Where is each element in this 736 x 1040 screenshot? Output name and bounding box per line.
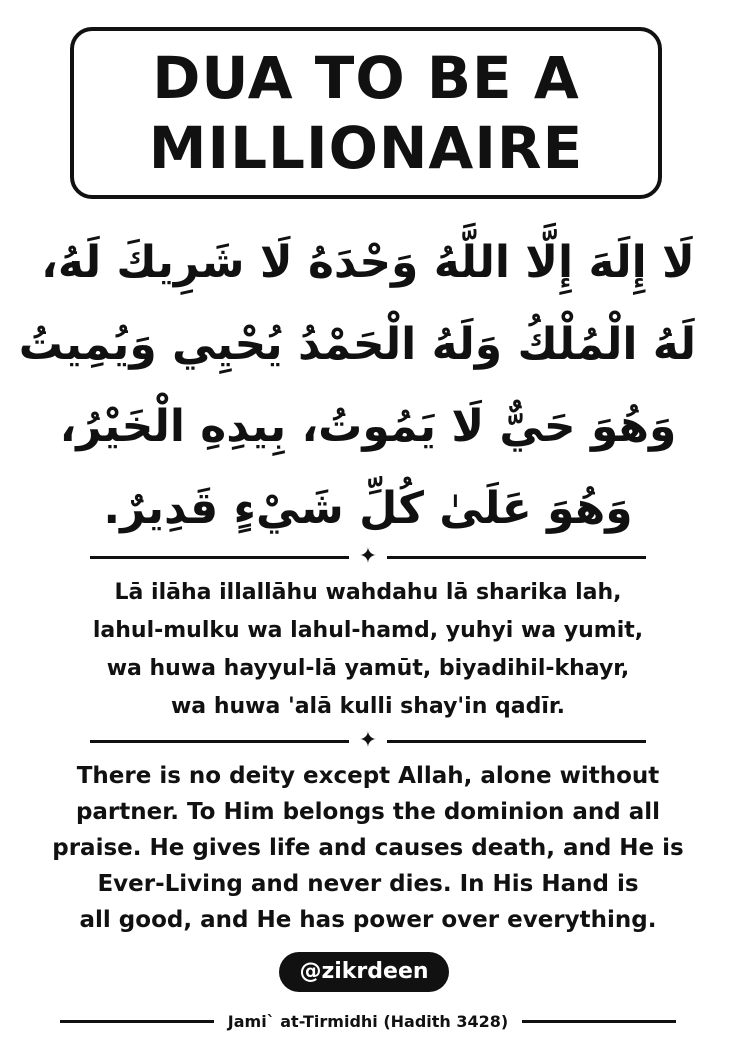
transliteration-line-2: lahul-mulku wa lahul-hamd, yuhyi wa yumit, bbox=[92, 618, 644, 643]
divider-top bbox=[90, 545, 646, 569]
title-line-1: DUA TO BE A bbox=[152, 44, 580, 112]
footer-rule-left bbox=[60, 1020, 214, 1023]
translation-line-2: partner. To Him belongs the dominion and all bbox=[75, 799, 661, 825]
arabic-dua-text bbox=[18, 222, 696, 550]
translation-line-4: Ever-Living and never dies. In His Hand is bbox=[97, 871, 639, 897]
translation-line-5: all good, and He has power over everything. bbox=[79, 907, 657, 933]
divider-rule-left bbox=[90, 556, 349, 559]
diamond-star-icon: ✦ bbox=[358, 728, 378, 753]
arabic-line-1: لَا إِلَهَ إِلَّا اللَّهُ وَحْدَهُ لَا شَرِيكَ لَهُ، bbox=[41, 237, 695, 288]
social-handle-badge: @zikrdeen bbox=[279, 952, 449, 992]
source-footer bbox=[60, 1008, 676, 1034]
transliteration-line-4: wa huwa 'alā kulli shay'in qadīr. bbox=[170, 694, 565, 719]
footer-rule-right bbox=[522, 1020, 676, 1023]
divider-rule-left bbox=[90, 740, 349, 743]
translation-line-1: There is no deity except Allah, alone without bbox=[76, 763, 660, 789]
english-translation bbox=[40, 758, 696, 938]
arabic-line-2: لَهُ الْمُلْكُ وَلَهُ الْحَمْدُ يُحْيِي وَيُمِيتُ bbox=[18, 319, 696, 370]
divider-middle bbox=[90, 729, 646, 753]
divider-rule-right bbox=[387, 556, 646, 559]
transliteration-line-1: Lā ilāha illallāhu wahdahu lā sharika lah, bbox=[114, 580, 622, 605]
title-box bbox=[70, 27, 662, 199]
divider-rule-right bbox=[387, 740, 646, 743]
diamond-star-icon: ✦ bbox=[358, 544, 378, 569]
hadith-source: Jami` at-Tirmidhi (Hadith 3428) bbox=[227, 1011, 509, 1031]
arabic-line-4: وَهُوَ عَلَىٰ كُلِّ شَيْءٍ قَدِيرٌ. bbox=[103, 483, 633, 534]
transliteration-line-3: wa huwa hayyul-lā yamūt, biyadihil-khayr, bbox=[106, 656, 630, 681]
arabic-line-3: وَهُوَ حَيٌّ لَا يَمُوتُ، بِيدِهِ الْخَيْرُ، bbox=[59, 401, 677, 452]
translation-line-3: praise. He gives life and causes death, and He is bbox=[52, 835, 684, 861]
title-line-2: MILLIONAIRE bbox=[148, 114, 584, 182]
transliteration-text bbox=[40, 574, 696, 726]
